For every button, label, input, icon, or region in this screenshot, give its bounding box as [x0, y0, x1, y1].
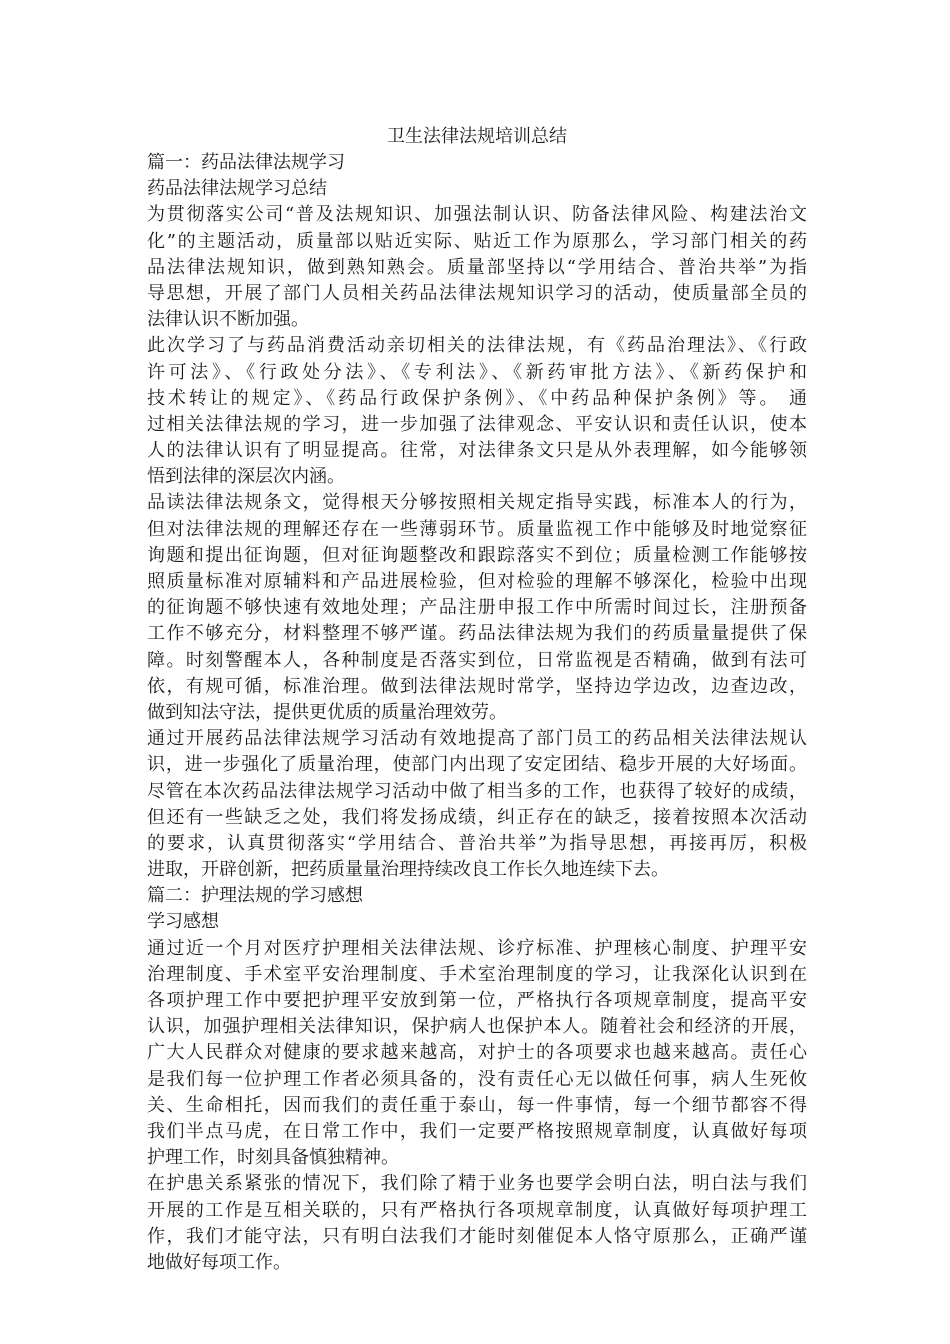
text-line: 品读法律法规条文，觉得根天分够按照相关规定指导实践，标准本人的行为， — [147, 492, 807, 514]
text-line: 通过开展药品法律法规学习活动有效地提高了部门员工的药品相关法律法规认 — [147, 728, 807, 750]
document-title: 卫生法律法规培训总结 — [387, 126, 567, 147]
text-line: 护理工作，时刻具备慎独精神。 — [147, 1147, 399, 1169]
text-line: 篇一：药品法律法规学习 — [147, 152, 345, 173]
text-line: 技术转让的规定》、《药品行政保护条例》、《中药品种保护条例》等。 通 — [147, 387, 807, 409]
text-line: 导思想，开展了部门人员相关药品法律法规知识学习的活动，使质量部全员的 — [147, 282, 807, 304]
text-line: 认识，加强护理相关法律知识，保护病人也保护本人。随着社会和经济的开展， — [147, 1016, 807, 1038]
text-line: 但还有一些缺乏之处，我们将发扬成绩，纠正存在的缺乏，接着按照本次活动 — [147, 806, 807, 828]
text-line: 许可法》、《行政处分法》、《专利法》、《新药审批方法》、《新药保护和 — [147, 361, 807, 383]
text-line: 学习感想 — [147, 911, 219, 933]
text-line: 治理制度、手术室平安治理制度、手术室治理制度的学习，让我深化认识到在 — [147, 963, 807, 985]
text-line: 品法律法规知识，做到熟知熟会。质量部坚持以“学用结合、普治共举”为指 — [147, 256, 807, 278]
text-line: 在护患关系紧张的情况下，我们除了精于业务也要学会明白法，明白法与我们 — [147, 1173, 807, 1195]
text-line: 依，有规可循，标准治理。做到法律法规时常学，坚持边学边改，边查边改， — [147, 675, 807, 697]
text-line: 各项护理工作中要把护理平安放到第一位，严格执行各项规章制度，提高平安 — [147, 990, 807, 1011]
text-line: 关、生命相托，因而我们的责任重于泰山，每一件事情，每一个细节都容不得 — [147, 1094, 807, 1116]
text-line: 此次学习了与药品消费活动亲切相关的法律法规，有《药品治理法》、《行政 — [147, 335, 807, 357]
text-line: 障。时刻警醒本人，各种制度是否落实到位，日常监视是否精确，做到有法可 — [147, 649, 807, 671]
text-line: 人的法律认识有了明显提高。往常，对法律条文只是从外表理解，如今能够领 — [147, 440, 807, 462]
text-line: 地做好每项工作。 — [147, 1251, 291, 1273]
text-line: 照质量标准对原辅料和产品进展检验，但对检验的理解不够深化，检验中出现 — [147, 571, 807, 592]
text-line: 药品法律法规学习总结 — [147, 178, 327, 200]
text-line: 但对法律法规的理解还存在一些薄弱环节。质量监视工作中能够及时地觉察征 — [147, 518, 807, 540]
text-line: 的要求，认真贯彻落实“学用结合、普治共举”为指导思想，再接再厉，积极 — [147, 832, 807, 854]
text-line: 工作不够充分，材料整理不够严谨。药品法律法规为我们的药质量量提供了保 — [147, 623, 807, 645]
document-page — [147, 124, 807, 1276]
text-line: 悟到法律的深层次内涵。 — [147, 466, 345, 488]
text-line: 询题和提出征询题，但对征询题整改和跟踪落实不到位；质量检测工作能够按 — [147, 544, 807, 566]
text-line: 通过近一个月对医疗护理相关法律法规、诊疗标准、护理核心制度、护理平安 — [147, 937, 807, 959]
text-line: 识，进一步强化了质量治理，使部门内出现了安定团结、稳步开展的大好场面。 — [147, 754, 807, 776]
text-line: 进取，开辟创新，把药质量量治理持续改良工作长久地连续下去。 — [147, 859, 669, 881]
text-line: 尽管在本次药品法律法规学习活动中做了相当多的工作，也获得了较好的成绩， — [147, 780, 807, 802]
text-line: 广大人民群众对健康的要求越来越高，对护士的各项要求也越来越高。责任心 — [147, 1042, 807, 1064]
text-line: 我们半点马虎，在日常工作中，我们一定要严格按照规章制度，认真做好每项 — [147, 1120, 807, 1142]
text-line: 开展的工作是互相关联的，只有严格执行各项规章制度，认真做好每项护理工 — [147, 1199, 807, 1221]
text-line: 化”的主题活动，质量部以贴近实际、贴近工作为原那么，学习部门相关的药 — [147, 230, 807, 252]
document-body — [147, 150, 807, 1276]
text-line: 是我们每一位护理工作者必须具备的，没有责任心无以做任何事，病人生死攸 — [147, 1068, 807, 1090]
text-line: 做到知法守法，提供更优质的质量治理效劳。 — [147, 701, 507, 723]
text-line: 篇二：护理法规的学习感想 — [147, 885, 363, 907]
text-line: 法律认识不断加强。 — [147, 309, 309, 331]
text-line: 为贯彻落实公司“普及法规知识、加强法制认识、防备法律风险、构建法治文 — [147, 204, 807, 226]
text-line: 作，我们才能守法，只有明白法我们才能时刻催促本人恪守原那么，正确严谨 — [147, 1225, 807, 1247]
text-line: 过相关法律法规的学习，进一步加强了法律观念、平安认识和责任认识，使本 — [147, 413, 807, 435]
text-line: 的征询题不够快速有效地处理；产品注册申报工作中所需时间过长，注册预备 — [147, 597, 807, 619]
